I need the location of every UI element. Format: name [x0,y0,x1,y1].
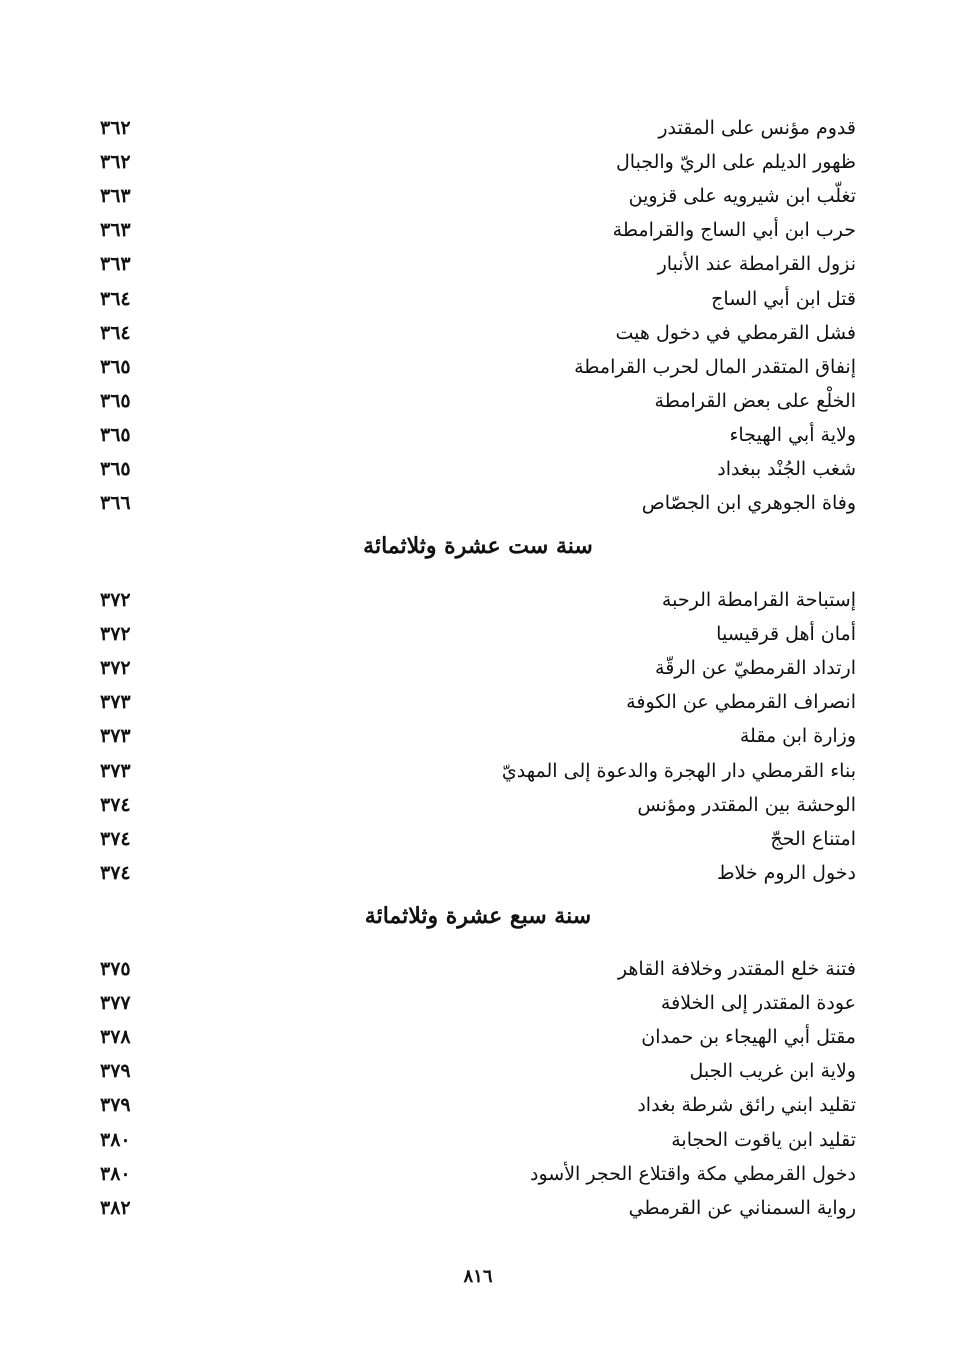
toc-entry [100,952,856,986]
toc-entry [100,1054,856,1088]
entry-title: أمان أهل قرقيسيا [716,623,856,646]
toc-entry [100,111,856,145]
entry-page-number: ٣٧٤ [100,861,131,884]
entry-title: تقليد ابني رائق شرطة بغداد [637,1094,856,1117]
entry-title: الوحشة بين المقتدر ومؤنس [637,793,856,816]
entry-title: فتنة خلع المقتدر وخلافة القاهر [617,958,856,981]
toc-entry [100,179,856,213]
entry-title: تقليد ابن ياقوت الحجابة [671,1128,856,1151]
toc-entry [100,418,856,452]
entry-page-number: ٣٨٢ [100,1196,131,1219]
entry-page-number: ٣٦٣ [100,253,131,276]
entry-title: فشل القرمطي في دخول هيت [615,321,856,344]
entry-title: حرب ابن أبي الساج والقرامطة [612,219,856,242]
entry-page-number: ٣٧٢ [100,657,131,680]
entry-page-number: ٣٧٣ [100,759,131,782]
toc-section-2 [100,583,856,890]
toc-entry [100,1122,856,1156]
entry-page-number: ٣٦٤ [100,287,131,310]
entry-page-number: ٣٨٠ [100,1128,131,1151]
entry-title: إنفاق المتقدر المال لحرب القرامطة [574,355,856,378]
entry-page-number: ٣٧٨ [100,1026,131,1049]
entry-title: قدوم مؤنس على المقتدر [658,117,856,140]
entry-page-number: ٣٦٤ [100,321,131,344]
entry-page-number: ٣٦٢ [100,117,131,140]
section-heading-year-316: سنة ست عشرة وثلاثمائة [363,533,593,559]
toc-entry [100,1191,856,1225]
toc-entry [100,213,856,247]
entry-title: قتل ابن أبي الساج [711,287,856,310]
entry-page-number: ٣٧٤ [100,793,131,816]
footer-page-number: ٨١٦ [463,1266,493,1287]
toc-entry [100,822,856,856]
toc-entry [100,685,856,719]
toc-entry [100,719,856,753]
entry-title: وفاة الجوهري ابن الجصّاص [641,492,856,515]
entry-title: مقتل أبي الهيجاء بن حمدان [641,1026,856,1049]
toc-entry [100,350,856,384]
entry-title: امتناع الحجّ [770,827,856,850]
entry-title: إستباحة القرامطة الرحبة [661,589,856,612]
toc-section-1 [100,111,856,520]
toc-entry [100,1088,856,1122]
entry-page-number: ٣٦٣ [100,219,131,242]
entry-page-number: ٣٧٩ [100,1060,131,1083]
entry-page-number: ٣٦٥ [100,355,131,378]
entry-title: وزارة ابن مقلة [739,725,856,748]
toc-entry [100,856,856,890]
toc-entry [100,247,856,281]
toc-entry [100,281,856,315]
toc-section-3 [100,952,856,1225]
toc-entry [100,486,856,520]
entry-title: ظهور الديلم على الريّ والجبال [615,151,856,174]
entry-page-number: ٣٧٣ [100,691,131,714]
entry-title: نزول القرامطة عند الأنبار [657,253,856,276]
toc-entry [100,452,856,486]
entry-title: تغلّب ابن شيرويه على قزوين [628,185,856,208]
entry-page-number: ٣٧٢ [100,589,131,612]
toc-entry [100,651,856,685]
toc-entry [100,788,856,822]
entry-title: الخلْع على بعض القرامطة [654,389,856,412]
toc-entry [100,986,856,1020]
toc-entry [100,583,856,617]
entry-title: شغب الجُنْد ببغداد [717,457,856,480]
entry-page-number: ٣٧٧ [100,992,131,1015]
entry-page-number: ٣٦٥ [100,457,131,480]
entry-title: ولاية أبي الهيجاء [729,423,856,446]
toc-entry [100,1157,856,1191]
toc-entry [100,753,856,787]
toc-entry [100,384,856,418]
entry-page-number: ٣٧٤ [100,827,131,850]
entry-page-number: ٣٧٣ [100,725,131,748]
toc-entry [100,1020,856,1054]
entry-page-number: ٣٦٥ [100,389,131,412]
entry-title: عودة المقتدر إلى الخلافة [660,992,856,1015]
entry-title: انصراف القرمطي عن الكوفة [626,691,856,714]
entry-page-number: ٣٦٣ [100,185,131,208]
entry-page-number: ٣٧٩ [100,1094,131,1117]
entry-page-number: ٣٨٠ [100,1162,131,1185]
toc-entry [100,145,856,179]
entry-page-number: ٣٧٥ [100,958,131,981]
entry-title: بناء القرمطي دار الهجرة والدعوة إلى المهديّ [501,759,856,782]
entry-page-number: ٣٦٢ [100,151,131,174]
entry-page-number: ٣٦٦ [100,492,131,515]
toc-entry [100,316,856,350]
entry-page-number: ٣٧٢ [100,623,131,646]
entry-title: دخول الروم خلاط [716,861,856,884]
entry-title: ولاية ابن غريب الجبل [689,1060,856,1083]
entry-title: دخول القرمطي مكة واقتلاع الحجر الأسود [530,1162,856,1185]
entry-title: رواية السمناني عن القرمطي [628,1196,856,1219]
entry-title: ارتداد القرمطيّ عن الرقّة [655,657,856,680]
entry-page-number: ٣٦٥ [100,423,131,446]
toc-entry [100,617,856,651]
section-heading-year-317: سنة سبع عشرة وثلاثمائة [364,903,592,929]
